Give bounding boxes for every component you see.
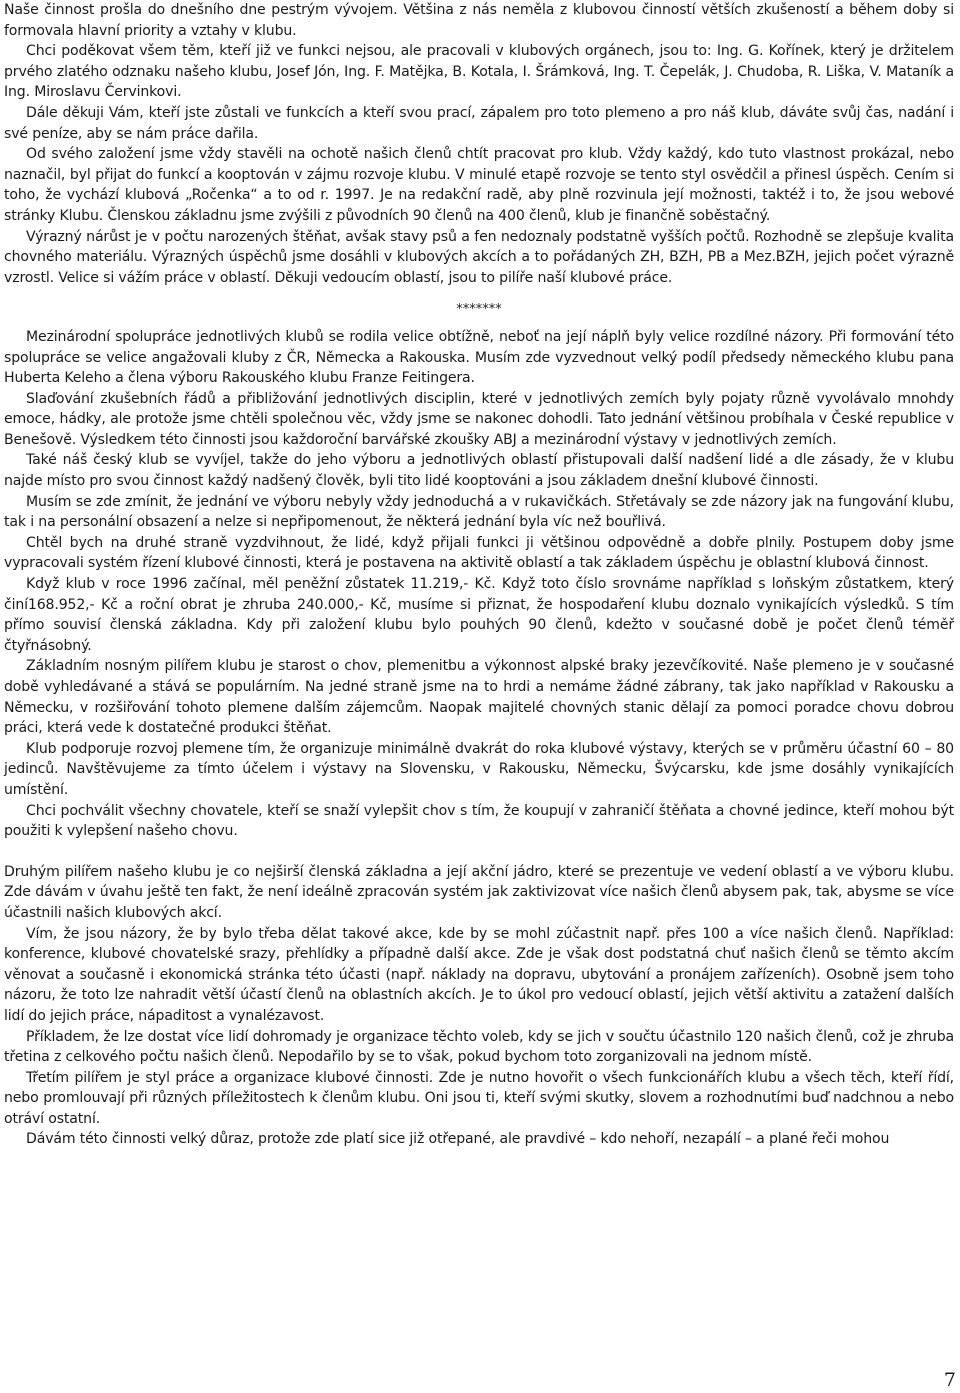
section-pillars	[4, 862, 954, 1150]
paragraph: Příkladem, že lze dostat více lidí dohromady je organizace těchto voleb, kdy se jich v součtu účastnilo 120 našich členů, což je zhruba třetina z celkového počtu našich členů. Nepodařilo by se to však, pokud bychom toto zorganizovali na jednom místě.	[4, 1028, 954, 1066]
paragraph: Od svého založení jsme vždy stavěli na ochotě našich členů chtít pracovat pro klub. Vždy každý, kdo tuto vlastnost prokázal, nebo naznačil, byl přijat do funkcí a kooptován v zájmu rozvoje klubu. V minulé etapě rozvoje se tento styl osvědčil a přinesl úspěch. Cením si toho, že vychází klubová „Ročenka“ a to od r. 1997. Je na redakční radě, aby plně rozvinula její možnosti, taktéž i to, že jsou webové stránky Klubu. Členskou základnu jsme zvýšili z původních 90 členů na 400 členů, klub je finančně soběstačný.	[4, 146, 954, 224]
paragraph: Slaďování zkušebních řádů a přibližování jednotlivých disciplin, které v jednotlivých zemích byly pojaty různě vyvolávalo mnohdy emoce, hádky, ale protože jsme chtěli společnou věc, vždy jsme se nakonec dohodli. Tato jednání většinou probíhala v České republice v Benešově. Výsledkem této činnosti jsou každoroční barvářské zkoušky ABJ a mezinárodní výstavy v jednotlivých zemích.	[4, 390, 954, 448]
paragraph: Také náš český klub se vyvíjel, takže do jeho výboru a jednotlivých oblastí přistupovali další nadšení lidé a dle zásady, že v klubu najde místo pro svou činnost každý nadšený člověk, byli tito lidé kooptováni a jsou základem dnešní klubové činnosti.	[4, 452, 954, 490]
paragraph: Dále děkuji Vám, kteří jste zůstali ve funkcích a kteří svou prací, zápalem pro toto plemeno a pro náš klub, dáváte svůj čas, nadání i své peníze, aby se nám práce dařila.	[4, 104, 954, 142]
paragraph: Výrazný nárůst je v počtu narozených štěňat, avšak stavy psů a fen nedoznaly podstatně vyšších počtů. Rozhodně se zlepšuje kvalita chovného materiálu. Výrazných úspěchů jsme dosáhli v klubových akcích a to pořádaných ZH, BZH, PB a Mez.BZH, jejich počet výrazně vzrostl. Velice si vážím práce v oblastí. Děkuji vedoucím oblastí, jsou to pilíře naší klubové práce.	[4, 228, 954, 286]
paragraph: Chci poděkovat všem těm, kteří již ve funkci nejsou, ale pracovali v klubových orgánech, jsou to: Ing. G. Kořínek, který je držitelem prvého zlatého odznaku našeho klubu, Josef Jón, Ing. F. Matějka, B. Kotala, I. Šrámková, Ing. T. Čepelák, J. Chudoba, R. Liška, V. Mataník a Ing. Miroslavu Červinkovi.	[4, 43, 954, 101]
paragraph: Mezinárodní spolupráce jednotlivých klubů se rodila velice obtížně, neboť na její náplň byly velice rozdílné názory. Při formování této spolupráce se velice angažovali kluby z ČR, Německa a Rakouska. Musím zde vyzvednout velký podíl předsedy německého klubu pana Huberta Keleho a člena výboru Rakouského klubu Franze Feitingera.	[4, 328, 954, 387]
paragraph: Vím, že jsou názory, že by bylo třeba dělat takové akce, kde by se mohl zúčastnit např. přes 100 a více našich členů. Například: konference, klubové chovatelské srazy, přehlídky a případně další akce. Zde je však dost podstatná chuť našich členů se těmto akcím věnovat a současně i ekonomická stránka této účasti (např. náklady na dopravu, ubytování a pronájem zařízeních). Osobně jsem toho názoru, že toto lze nahradit větší účastí členů na oblastních akcích. Je to úkol pro vedoucí oblastí, jejich větší aktivitu a zatažení dalších lidí do jejich práce, nápaditost a vynalézavost.	[4, 925, 954, 1024]
paragraph: Když klub v roce 1996 začínal, měl peněžní zůstatek 11.219,- Kč. Když toto číslo srovnáme například s loňským zůstatkem, který činí168.952,- Kč a roční obrat je zhruba 240.000,- Kč, musíme si přiznat, že hospodaření klubu doznalo vynikajících výsledků. S tím přímo souvisí členská základna. Kdy při založení klubu bylo pouhých 90 členů, kdežto v současné době je počet členů téměř čtyřnásobný.	[4, 576, 954, 654]
paragraph: Základním nosným pilířem klubu je starost o chov, plemenitbu a výkonnost alpské braky jezevčíkovité. Naše plemeno je v současné době vyhledávané a stává se populárním. Na jedné straně jsme na to hrdi a nemáme žádné zábrany, tak jako například v Rakousku a Německu, v rozšiřování tohoto plemene dalším zájemcům. Naopak majitelé chovných stanic dělají za pomoci poradce chovu dobrou práci, která vede k dostatečné produkci štěňat.	[4, 658, 954, 737]
paragraph: Chtěl bych na druhé straně vyzdvihnout, že lidé, když přijali funkci ji většinou odpovědně a dobře plnily. Postupem doby jsme vypracovali systém řízení klubové činnosti, která je postavena na aktivitě oblastí a tak základem úspěchu je oblastní klubová činnost.	[4, 534, 954, 572]
section-international	[4, 327, 954, 842]
paragraph: Třetím pilířem je styl práce a organizace klubové činnosti. Zde je nutno hovořit o všech funkcionářích klubu a všech těch, kteří řídí, nebo promlouvají při různých příležitostech k členům klubu. Oni jsou ti, kteří svými skutky, slovem a rozhodnutími buď nadchnou a nebo otráví ostatní.	[4, 1069, 954, 1127]
section-intro	[4, 0, 954, 288]
section-separator: *******	[456, 302, 502, 318]
document-body	[4, 0, 954, 1150]
paragraph: Chci pochválit všechny chovatele, kteří se snaží vylepšit chov s tím, že koupují v zahraničí štěňata a chovné jedince, kteří mohou být použiti k vylepšení našeho chovu.	[4, 802, 954, 840]
paragraph: Dávám této činnosti velký důraz, protože zde platí sice již otřepané, ale pravdivé – kdo nehoří, nezapálí – a plané řeči mohou	[26, 1131, 890, 1148]
page-number: 7	[943, 1369, 956, 1391]
paragraph: Druhým pilířem našeho klubu je co nejširší členská základna a její akční jádro, které se prezentuje ve vedení oblastí a ve výboru klubu. Zde dávám v úvahu ještě ten fakt, že není ideálně zpracován systém jak zaktivizovat více našich členů abysem pak, tak, abysme se více účastnili našich klubových akcí.	[4, 863, 954, 921]
paragraph: Naše činnost prošla do dnešního dne pestrým vývojem. Většina z nás neměla z klubovou činností větších zkušeností a během doby si formovala hlavní priority a vztahy v klubu.	[4, 2, 954, 39]
paragraph: Klub podporuje rozvoj plemene tím, že organizuje minimálně dvakrát do roka klubové výstavy, kterých se v průměru účastní 60 – 80 jedinců. Navštěvujeme za tímto účelem i výstavy na Slovensku, v Rakousku, Německu, Švýcarsku, kde jsme dosáhly vynikajících umístění.	[4, 740, 954, 798]
paragraph: Musím se zde zmínit, že jednání ve výboru nebyly vždy jednoduchá a v rukavičkách. Střetávaly se zde názory jak na fungování klubu, tak i na personální obsazení a nelze si nepřipomenout, že některá jednání byla víc než bouřlivá.	[4, 493, 954, 531]
